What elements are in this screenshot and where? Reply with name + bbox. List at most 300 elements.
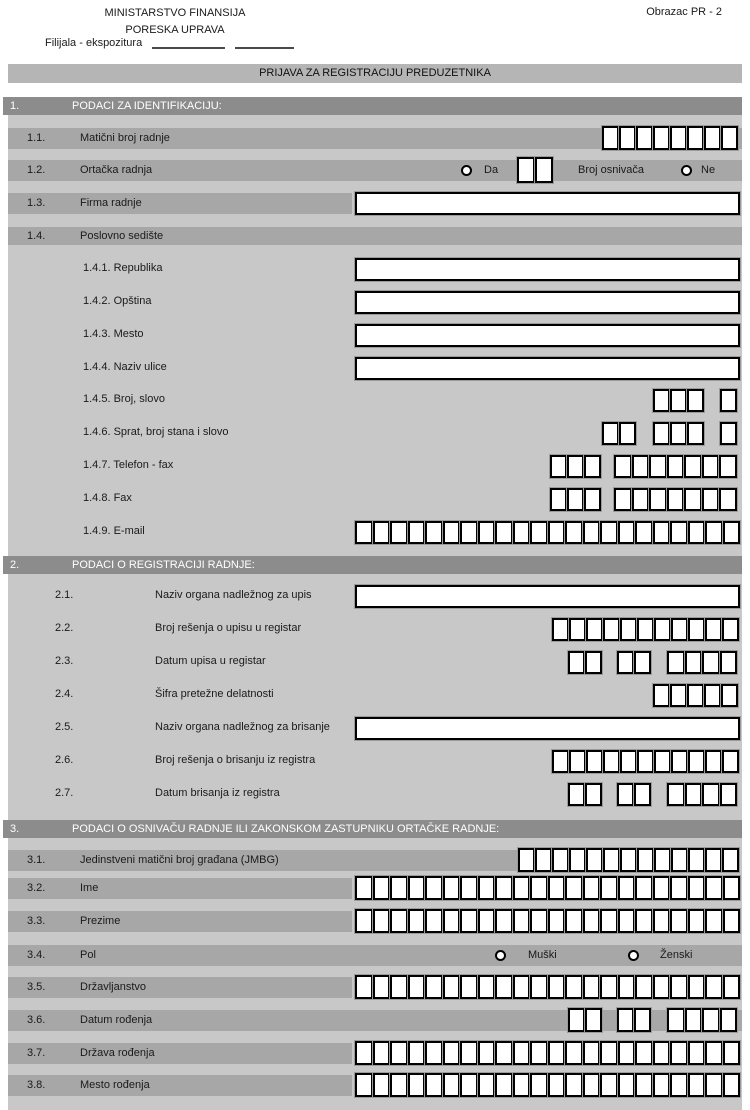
row-3-2-label: Ime <box>80 882 99 894</box>
char-box[interactable] <box>653 1041 671 1065</box>
char-box[interactable] <box>685 651 703 674</box>
row-3-7-bar <box>8 1043 352 1064</box>
char-box[interactable] <box>478 876 496 900</box>
char-box[interactable] <box>688 521 706 544</box>
char-box[interactable] <box>670 1041 688 1065</box>
char-box[interactable] <box>552 618 569 641</box>
char-box[interactable] <box>620 848 637 872</box>
char-box[interactable] <box>355 876 373 900</box>
char-box[interactable] <box>721 126 738 150</box>
char-box[interactable] <box>548 975 566 999</box>
char-box[interactable] <box>723 1041 741 1065</box>
char-box[interactable] <box>722 848 739 872</box>
char-box[interactable] <box>722 750 739 773</box>
char-box[interactable] <box>443 909 461 933</box>
char-box[interactable] <box>635 876 653 900</box>
char-box[interactable] <box>460 521 478 544</box>
char-box[interactable] <box>390 1073 408 1097</box>
char-box[interactable] <box>583 1041 601 1065</box>
char-box[interactable] <box>720 389 737 412</box>
sprat-boxes[interactable] <box>602 422 636 445</box>
char-box[interactable] <box>688 750 705 773</box>
char-box[interactable] <box>653 909 671 933</box>
char-box[interactable] <box>460 1073 478 1097</box>
char-box[interactable] <box>552 848 569 872</box>
char-box[interactable] <box>670 1073 688 1097</box>
char-box[interactable] <box>618 975 636 999</box>
char-box[interactable] <box>548 1073 566 1097</box>
broj-osnivaca-boxes[interactable] <box>517 157 553 183</box>
row-2-3-number: 2.3. <box>55 655 74 667</box>
char-box[interactable] <box>478 975 496 999</box>
char-box[interactable] <box>513 521 531 544</box>
char-box[interactable] <box>618 876 636 900</box>
char-box[interactable] <box>408 876 426 900</box>
char-box[interactable] <box>635 521 653 544</box>
broj-boxes[interactable] <box>653 389 704 412</box>
char-box[interactable] <box>637 848 654 872</box>
char-box[interactable] <box>600 909 618 933</box>
char-box[interactable] <box>705 975 723 999</box>
row-2-4-label: Šifra pretežne delatnosti <box>155 688 274 700</box>
row-1-3-number: 1.3. <box>27 197 46 209</box>
char-box[interactable] <box>478 909 496 933</box>
char-box[interactable] <box>719 488 737 511</box>
char-box[interactable] <box>550 455 567 478</box>
char-box[interactable] <box>583 909 601 933</box>
char-box[interactable] <box>373 975 391 999</box>
char-box[interactable] <box>585 1008 602 1032</box>
char-box[interactable] <box>565 521 583 544</box>
char-box[interactable] <box>720 651 738 674</box>
broj-stana-boxes[interactable] <box>653 422 704 445</box>
char-box[interactable] <box>723 876 741 900</box>
char-box[interactable] <box>600 521 618 544</box>
char-box[interactable] <box>670 909 688 933</box>
char-box[interactable] <box>373 876 391 900</box>
char-box[interactable] <box>373 1041 391 1065</box>
char-box[interactable] <box>425 1073 443 1097</box>
row-2-5-number: 2.5. <box>55 721 74 733</box>
char-box[interactable] <box>568 1008 585 1032</box>
char-box[interactable] <box>702 783 720 806</box>
char-box[interactable] <box>687 389 704 412</box>
char-box[interactable] <box>584 455 601 478</box>
char-box[interactable] <box>619 422 636 445</box>
char-box[interactable] <box>723 909 741 933</box>
char-box[interactable] <box>617 651 634 674</box>
char-box[interactable] <box>583 521 601 544</box>
char-box[interactable] <box>548 876 566 900</box>
char-box[interactable] <box>721 684 738 707</box>
char-box[interactable] <box>443 521 461 544</box>
char-box[interactable] <box>569 848 586 872</box>
char-box[interactable] <box>603 750 620 773</box>
datum-brisanja-dan-boxes[interactable] <box>568 783 602 806</box>
char-box[interactable] <box>705 521 723 544</box>
char-box[interactable] <box>355 975 373 999</box>
naziv-ulice-input[interactable] <box>355 357 740 380</box>
char-box[interactable] <box>390 1041 408 1065</box>
char-box[interactable] <box>408 1073 426 1097</box>
char-box[interactable] <box>373 1073 391 1097</box>
char-box[interactable] <box>667 488 685 511</box>
char-box[interactable] <box>603 618 620 641</box>
char-box[interactable] <box>649 488 667 511</box>
telefon-broj-boxes[interactable] <box>614 455 737 478</box>
datum-upisa-dan-boxes[interactable] <box>568 651 602 674</box>
char-box[interactable] <box>495 1073 513 1097</box>
char-box[interactable] <box>671 848 688 872</box>
ortacka-da-radio[interactable] <box>461 165 472 176</box>
char-box[interactable] <box>355 521 373 544</box>
branch-blank-2[interactable] <box>235 38 294 49</box>
ortacka-ne-radio[interactable] <box>681 165 692 176</box>
datum-rodjenja-godina-boxes[interactable] <box>667 1008 737 1032</box>
char-box[interactable] <box>443 1041 461 1065</box>
ortacka-da-label: Da <box>484 164 499 176</box>
telefon-pozivni-boxes[interactable] <box>550 455 601 478</box>
char-box[interactable] <box>602 422 619 445</box>
char-box[interactable] <box>687 422 704 445</box>
char-box[interactable] <box>585 783 602 806</box>
char-box[interactable] <box>530 1073 548 1097</box>
resenje-upis-boxes[interactable] <box>552 618 739 641</box>
char-box[interactable] <box>355 1041 373 1065</box>
row-3-6-number: 3.6. <box>27 1014 46 1026</box>
char-box[interactable] <box>460 909 478 933</box>
char-box[interactable] <box>687 684 704 707</box>
char-box[interactable] <box>565 909 583 933</box>
char-box[interactable] <box>460 975 478 999</box>
char-box[interactable] <box>653 422 670 445</box>
char-box[interactable] <box>637 750 654 773</box>
char-box[interactable] <box>705 1073 723 1097</box>
char-box[interactable] <box>702 455 720 478</box>
char-box[interactable] <box>603 848 620 872</box>
char-box[interactable] <box>670 975 688 999</box>
row-2-3-label: Datum upisa u registar <box>155 655 266 667</box>
ime-boxes[interactable] <box>355 876 740 900</box>
char-box[interactable] <box>460 876 478 900</box>
char-box[interactable] <box>617 1008 634 1032</box>
char-box[interactable] <box>704 126 721 150</box>
char-box[interactable] <box>530 909 548 933</box>
char-box[interactable] <box>636 126 653 150</box>
organ-upis-input[interactable] <box>355 585 740 608</box>
char-box[interactable] <box>390 521 408 544</box>
fax-pozivni-boxes[interactable] <box>550 488 601 511</box>
char-box[interactable] <box>478 521 496 544</box>
char-box[interactable] <box>688 1073 706 1097</box>
char-box[interactable] <box>535 848 552 872</box>
char-box[interactable] <box>653 1073 671 1097</box>
section-1-header <box>3 97 742 115</box>
char-box[interactable] <box>568 783 585 806</box>
row-2-6-label: Broj rešenja o brisanju iz registra <box>155 754 316 766</box>
char-box[interactable] <box>443 975 461 999</box>
datum-brisanja-godina-boxes[interactable] <box>667 783 737 806</box>
char-box[interactable] <box>495 909 513 933</box>
row-2-2-number: 2.2. <box>55 622 74 634</box>
char-box[interactable] <box>443 876 461 900</box>
char-box[interactable] <box>565 1073 583 1097</box>
char-box[interactable] <box>705 848 722 872</box>
char-box[interactable] <box>600 1041 618 1065</box>
char-box[interactable] <box>720 422 737 445</box>
char-box[interactable] <box>567 488 584 511</box>
char-box[interactable] <box>513 876 531 900</box>
char-box[interactable] <box>535 157 553 183</box>
char-box[interactable] <box>667 1008 685 1032</box>
char-box[interactable] <box>654 750 671 773</box>
char-box[interactable] <box>443 1073 461 1097</box>
char-box[interactable] <box>550 488 567 511</box>
resenje-brisanje-boxes[interactable] <box>552 750 739 773</box>
char-box[interactable] <box>705 1041 723 1065</box>
char-box[interactable] <box>602 126 619 150</box>
char-box[interactable] <box>649 455 667 478</box>
char-box[interactable] <box>568 651 585 674</box>
char-box[interactable] <box>495 1041 513 1065</box>
char-box[interactable] <box>667 783 685 806</box>
char-box[interactable] <box>653 389 670 412</box>
char-box[interactable] <box>600 1073 618 1097</box>
char-box[interactable] <box>425 1041 443 1065</box>
char-box[interactable] <box>600 876 618 900</box>
char-box[interactable] <box>667 651 685 674</box>
char-box[interactable] <box>620 618 637 641</box>
char-box[interactable] <box>670 422 687 445</box>
char-box[interactable] <box>653 876 671 900</box>
char-box[interactable] <box>720 1008 738 1032</box>
char-box[interactable] <box>632 455 650 478</box>
char-box[interactable] <box>685 1008 703 1032</box>
char-box[interactable] <box>667 455 685 478</box>
row-2-7-label: Datum brisanja iz registra <box>155 787 280 799</box>
char-box[interactable] <box>634 783 651 806</box>
maticni-broj-boxes[interactable] <box>602 126 738 150</box>
char-box[interactable] <box>723 1073 741 1097</box>
pol-muski-radio[interactable] <box>495 950 506 961</box>
char-box[interactable] <box>618 1073 636 1097</box>
char-box[interactable] <box>517 157 535 183</box>
char-box[interactable] <box>548 521 566 544</box>
char-box[interactable] <box>373 521 391 544</box>
char-box[interactable] <box>688 618 705 641</box>
char-box[interactable] <box>654 848 671 872</box>
char-box[interactable] <box>670 521 688 544</box>
char-box[interactable] <box>653 126 670 150</box>
char-box[interactable] <box>552 750 569 773</box>
form-code: Obrazac PR - 2 <box>646 6 722 18</box>
row-2-6-number: 2.6. <box>55 754 74 766</box>
char-box[interactable] <box>702 651 720 674</box>
char-box[interactable] <box>671 618 688 641</box>
char-box[interactable] <box>425 521 443 544</box>
char-box[interactable] <box>688 848 705 872</box>
char-box[interactable] <box>586 848 603 872</box>
char-box[interactable] <box>670 126 687 150</box>
char-box[interactable] <box>408 1041 426 1065</box>
char-box[interactable] <box>390 975 408 999</box>
char-box[interactable] <box>425 975 443 999</box>
char-box[interactable] <box>635 1041 653 1065</box>
row-1-2-label: Ortačka radnja <box>80 164 153 176</box>
row-1-3-label: Firma radnje <box>80 197 142 209</box>
char-box[interactable] <box>548 909 566 933</box>
char-box[interactable] <box>530 975 548 999</box>
datum-rodjenja-dan-boxes[interactable] <box>568 1008 602 1032</box>
email-boxes[interactable] <box>355 521 740 544</box>
char-box[interactable] <box>684 455 702 478</box>
firma-radnje-input[interactable] <box>355 192 740 215</box>
char-box[interactable] <box>530 876 548 900</box>
char-box[interactable] <box>355 909 373 933</box>
char-box[interactable] <box>583 975 601 999</box>
char-box[interactable] <box>670 684 687 707</box>
char-box[interactable] <box>688 876 706 900</box>
prezime-boxes[interactable] <box>355 909 740 933</box>
char-box[interactable] <box>635 975 653 999</box>
datum-brisanja-mesec-boxes[interactable] <box>617 783 651 806</box>
mesto-rodjenja-boxes[interactable] <box>355 1073 740 1097</box>
slovo-box[interactable] <box>720 389 737 412</box>
char-box[interactable] <box>620 750 637 773</box>
drzava-rodjenja-boxes[interactable] <box>355 1041 740 1065</box>
char-box[interactable] <box>513 1073 531 1097</box>
char-box[interactable] <box>688 1041 706 1065</box>
char-box[interactable] <box>618 909 636 933</box>
char-box[interactable] <box>530 1041 548 1065</box>
sifra-delatnosti-boxes[interactable] <box>653 684 738 707</box>
organ-brisanje-input[interactable] <box>355 717 740 740</box>
char-box[interactable] <box>390 909 408 933</box>
char-box[interactable] <box>565 975 583 999</box>
char-box[interactable] <box>569 750 586 773</box>
branch-blank-1[interactable] <box>152 38 225 49</box>
stan-slovo-box[interactable] <box>720 422 737 445</box>
char-box[interactable] <box>671 750 688 773</box>
char-box[interactable] <box>653 975 671 999</box>
char-box[interactable] <box>720 783 738 806</box>
char-box[interactable] <box>495 521 513 544</box>
republika-input[interactable] <box>355 258 740 281</box>
char-box[interactable] <box>600 975 618 999</box>
char-box[interactable] <box>390 876 408 900</box>
char-box[interactable] <box>719 455 737 478</box>
char-box[interactable] <box>722 618 739 641</box>
char-box[interactable] <box>548 1041 566 1065</box>
char-box[interactable] <box>632 488 650 511</box>
char-box[interactable] <box>704 684 721 707</box>
char-box[interactable] <box>495 975 513 999</box>
char-box[interactable] <box>670 389 687 412</box>
char-box[interactable] <box>586 750 603 773</box>
char-box[interactable] <box>478 1041 496 1065</box>
char-box[interactable] <box>723 521 741 544</box>
char-box[interactable] <box>565 876 583 900</box>
char-box[interactable] <box>705 876 723 900</box>
char-box[interactable] <box>355 1073 373 1097</box>
char-box[interactable] <box>705 618 722 641</box>
char-box[interactable] <box>654 618 671 641</box>
char-box[interactable] <box>702 1008 720 1032</box>
char-box[interactable] <box>495 876 513 900</box>
char-box[interactable] <box>688 909 706 933</box>
char-box[interactable] <box>635 1073 653 1097</box>
char-box[interactable] <box>618 521 636 544</box>
datum-upisa-godina-boxes[interactable] <box>667 651 737 674</box>
section-1-number: 1. <box>10 100 20 112</box>
char-box[interactable] <box>684 488 702 511</box>
jmbg-boxes[interactable] <box>518 848 739 872</box>
char-box[interactable] <box>723 975 741 999</box>
char-box[interactable] <box>586 618 603 641</box>
char-box[interactable] <box>634 1008 651 1032</box>
row-1-4-number: 1.4. <box>27 230 46 242</box>
char-box[interactable] <box>513 1041 531 1065</box>
char-box[interactable] <box>688 975 706 999</box>
char-box[interactable] <box>670 876 688 900</box>
char-box[interactable] <box>408 521 426 544</box>
char-box[interactable] <box>408 909 426 933</box>
char-box[interactable] <box>653 521 671 544</box>
opstina-input[interactable] <box>355 291 740 314</box>
fax-broj-boxes[interactable] <box>614 488 737 511</box>
mesto-input[interactable] <box>355 324 740 347</box>
char-box[interactable] <box>705 909 723 933</box>
char-box[interactable] <box>583 876 601 900</box>
char-box[interactable] <box>614 488 632 511</box>
char-box[interactable] <box>425 876 443 900</box>
char-box[interactable] <box>637 618 654 641</box>
char-box[interactable] <box>634 651 651 674</box>
char-box[interactable] <box>478 1073 496 1097</box>
char-box[interactable] <box>685 783 703 806</box>
char-box[interactable] <box>569 618 586 641</box>
char-box[interactable] <box>583 1073 601 1097</box>
char-box[interactable] <box>373 909 391 933</box>
char-box[interactable] <box>635 909 653 933</box>
char-box[interactable] <box>617 783 634 806</box>
char-box[interactable] <box>584 488 601 511</box>
char-box[interactable] <box>425 909 443 933</box>
row-3-2-number: 3.2. <box>27 882 46 894</box>
char-box[interactable] <box>619 126 636 150</box>
char-box[interactable] <box>565 1041 583 1065</box>
drzavljanstvo-boxes[interactable] <box>355 975 740 999</box>
char-box[interactable] <box>687 126 704 150</box>
char-box[interactable] <box>618 1041 636 1065</box>
datum-rodjenja-mesec-boxes[interactable] <box>617 1008 651 1032</box>
char-box[interactable] <box>653 684 670 707</box>
char-box[interactable] <box>460 1041 478 1065</box>
char-box[interactable] <box>614 455 632 478</box>
char-box[interactable] <box>705 750 722 773</box>
char-box[interactable] <box>408 975 426 999</box>
pol-zenski-radio[interactable] <box>628 950 639 961</box>
char-box[interactable] <box>530 521 548 544</box>
char-box[interactable] <box>518 848 535 872</box>
char-box[interactable] <box>585 651 602 674</box>
char-box[interactable] <box>702 488 720 511</box>
form-body <box>8 97 742 1110</box>
char-box[interactable] <box>513 909 531 933</box>
char-box[interactable] <box>567 455 584 478</box>
datum-upisa-mesec-boxes[interactable] <box>617 651 651 674</box>
char-box[interactable] <box>513 975 531 999</box>
